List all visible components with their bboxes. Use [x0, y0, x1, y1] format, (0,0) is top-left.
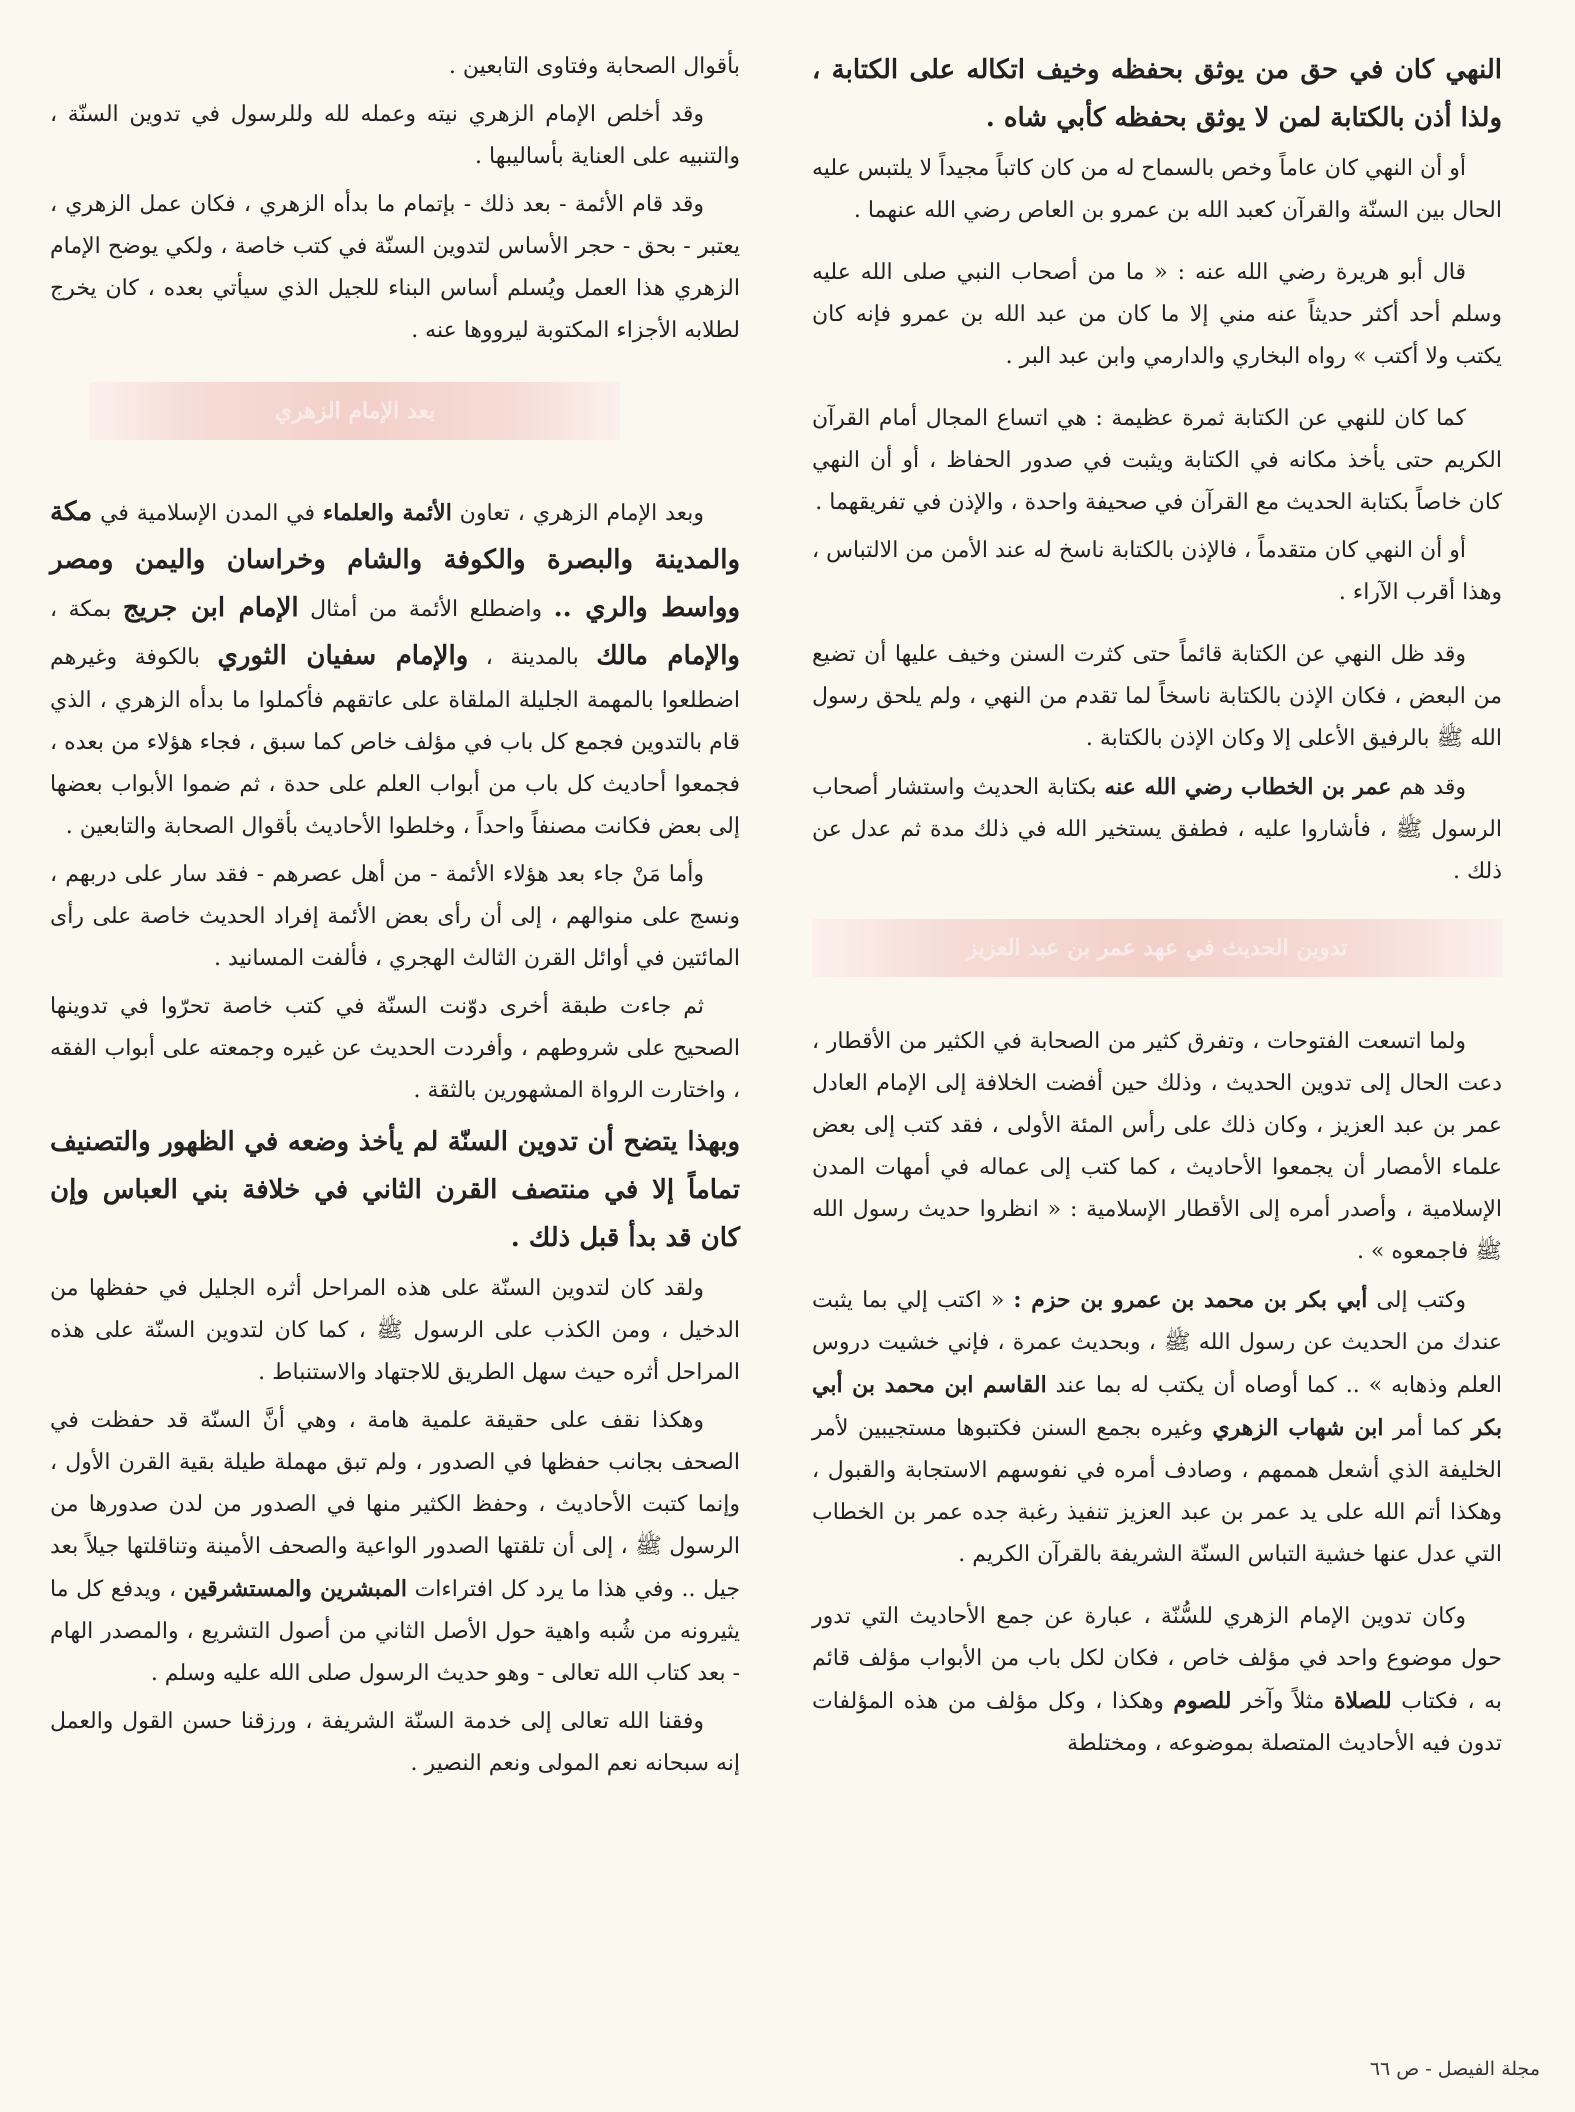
paragraph: وكتب إلى أبي بكر بن محمد بن عمرو بن حزم : « اكتب إلي بما يثبت عندك من الحديث عن رسول الله ﷺ ، وبحديث عمرة ، فإني خشيت دروس العلم وذهابه » .. كما أوصاه أن يكتب له بما عند القاسم ابن محمد بن أبي بكر كما أمر ابن شهاب الزهري وغيره بجمع السنن فكتبوها مستجيبين لأمر الخليفة الذي أشعل هممهم ، وصادف أمره في نفوسهم الاستجابة والقبول ، وهكذا أتم الله على يد عمر بن عبد العزيز تنفيذ رغبة جده عمر بن الخطاب التي عدل عنها خشية التباس السنّة الشريفة بالقرآن الكريم . [812, 1287, 1503, 1567]
paragraph: وفقنا الله تعالى إلى خدمة السنّة الشريفة ، ورزقنا حسن القول والعمل إنه سبحانه نعم المولى ونعم النصير . [50, 1709, 740, 1776]
paragraph: النهي كان في حق من يوثق بحفظه وخيف اتكاله على الكتابة ، ولذا أذن بالكتابة لمن لا يوثق بحفظه كأبي شاه . [812, 55, 1502, 133]
paragraph: وكان تدوين الإمام الزهري للسُّنّة ، عبارة عن جمع الأحاديث التي تدور حول موضوع واحد في مؤلف خاص ، فكان لكل باب من الأبواب مؤلف قائم به ، فكتاب للصلاة مثلاً وآخر للصوم وهكذا ، وكل مؤلف من هذه المؤلفات تدون فيه الأحاديث المتصلة بموضوعه ، ومختلطة [812, 1604, 1503, 1756]
paragraph: ولما اتسعت الفتوحات ، وتفرق كثير من الصحابة في الكثير من الأقطار ، دعت الحال إلى تدوين الحديث ، وذلك حين أفضت الخلافة إلى الإمام العادل عمر بن عبد العزيز ، وكان ذلك على رأس المئة الأولى ، فقد كتب إلى بعض علماء الأمصار أن يجمعوا الأحاديث ، كما كتب إلى عماله في أمهات المدن الإسلامية ، وأصدر أمره إلى الأقطار الإسلامية : « انظروا حديث رسول الله ﷺ فاجمعوه » . [812, 1029, 1502, 1264]
highlight-name: القاسم ابن محمد بن أبي بكر [812, 1372, 1503, 1441]
highlight-cities: مكة والمدينة والبصرة والكوفة والشام وخراسان واليمن ومصر وواسط والري .. [50, 497, 741, 623]
paragraph: وبعد الإمام الزهري ، تعاون الأئمة والعلماء في المدن الإسلامية في مكة والمدينة والبصرة والكوفة والشام وخراسان واليمن ومصر وواسط والري .. واضطلع الأئمة من أمثال الإمام ابن جريج بمكة ، والإمام مالك بالمدينة ، والإمام سفيان الثوري بالكوفة وغيرهم اضطلعوا بالمهمة الجليلة الملقاة على عاتقهم فأكملوا ما بدأه الزهري ، الذي قام بالتدوين فجمع كل باب في مؤلف خاص كما سبق ، فجاء هؤلاء من بعده ، فجمعوا أحاديث كل باب من أبواب العلم على حدة ، ثم ضموا الأبواب بعضها إلى بعض فكانت مصنفاً واحداً ، وخلطوا الأحاديث بأقوال الصحابة والتابعين . [50, 497, 741, 839]
paragraph: ولقد كان لتدوين السنّة على هذه المراحل أثره الجليل في حفظها من الدخيل ، ومن الكذب على الرسول ﷺ ، كما كان لتدوين السنّة على هذه المراحل أثره حيث سهل الطريق للاجتهاد والاستنباط . [50, 1276, 740, 1385]
highlight-name: الإمام ابن جريج [122, 593, 299, 623]
highlight-name: والإمام مالك [596, 641, 740, 671]
highlight-term: المبشرين والمستشرقين [183, 1576, 407, 1602]
key-conclusion: وبهذا يتضح أن تدوين السنّة لم يأخذ وضعه في الظهور والتصنيف تماماً إلا في منتصف القرن الثاني في خلافة بني العباس وإن كان قد بدأ قبل ذلك . [50, 1127, 740, 1253]
paragraph: وهكذا نقف على حقيقة علمية هامة ، وهي أنَّ السنّة قد حفظت في الصحف بجانب حفظها في الصدور ، ولم تبق مهملة طيلة بقية القرن الأول ، وإنما كتبت الأحاديث ، وحفظ الكثير منها في الصدور من لدن صدورها من الرسول ﷺ ، إلى أن تلقتها الصدور الواعية والصحف الأمينة وتناقلتها جيلاً بعد جيل .. وفي هذا ما يرد كل افتراءات المبشرين والمستشرقين ، ويدفع كل ما يثيرونه من شُبه واهية حول الأصل الثاني من أصول التشريع ، والمصدر الهام - بعد كتاب الله تعالى - وهو حديث الرسول صلى الله عليه وسلم . [50, 1408, 741, 1686]
section-heading-banner: بعد الإمام الزهري [90, 382, 620, 440]
section-heading-banner: تدوين الحديث في عهد عمر بن عبد العزيز [812, 919, 1502, 977]
paragraph: وقد ظل النهي عن الكتابة قائماً حتى كثرت السنن وخيف عليها أن تضيع من البعض ، فكان الإذن بالكتابة ناسخاً لما تقدم من النهي ، ولم يلحق رسول الله ﷺ بالرفيق الأعلى إلا وكان الإذن بالكتابة . [812, 642, 1502, 751]
paragraph: أو أن النهي كان متقدماً ، فالإذن بالكتابة ناسخ له عند الأمن من الالتباس ، وهذا أقرب الآراء . [812, 538, 1502, 605]
right-column [812, 46, 1502, 1771]
highlight-name: أبي بكر بن محمد بن عمرو بن حزم : [1013, 1287, 1368, 1313]
left-column [50, 46, 740, 1791]
paragraph: وقد هم عمر بن الخطاب رضي الله عنه بكتابة الحديث واستشار أصحاب الرسول ﷺ ، فأشاروا عليه ، فطفق يستخير الله في ذلك مدة ثم عدل عن ذلك . [812, 774, 1502, 884]
paragraph: كما كان للنهي عن الكتابة ثمرة عظيمة : هي اتساع المجال أمام القرآن الكريم حتى يأخذ مكانه في الكتابة ويثبت في صدور الحفاظ ، أو أن النهي كان خاصاً بكتابة الحديث مع القرآن في صحيفة واحدة ، والإذن في تفريقهما . [812, 406, 1502, 515]
paragraph: أو أن النهي كان عاماً وخص بالسماح له من كان كاتباً مجيداً لا يلتبس عليه الحال بين السنّة والقرآن كعبد الله بن عمرو بن العاص رضي الله عنهما . [812, 156, 1502, 223]
highlight-name: عمر بن الخطاب رضي الله عنه [1104, 774, 1392, 800]
paragraph: بأقوال الصحابة وفتاوى التابعين . [448, 54, 740, 79]
page-footer: مجلة الفيصل - ص ٦٦ [1369, 2058, 1540, 2080]
paragraph: قال أبو هريرة رضي الله عنه : « ما من أصحاب النبي صلى الله عليه وسلم أحد أكثر حديثاً عنه مني إلا ما كان من عبد الله بن عمرو فإنه كان يكتب ولا أكتب » رواه البخاري والدارمي وابن عبد البر . [812, 260, 1502, 369]
paragraph: وقد قام الأئمة - بعد ذلك - بإتمام ما بدأه الزهري ، فكان عمل الزهري ، يعتبر - بحق - حجر الأساس لتدوين السنّة في كتب خاصة ، ولكي يوضح الإمام الزهري هذا العمل ويُسلم أساس البناء للجيل الذي سيأتي بعده ، كان يخرج لطلابه الأجزاء المكتوبة ليرووها عنه . [50, 192, 740, 343]
paragraph: وقد أخلص الإمام الزهري نيته وعمله لله وللرسول في تدوين السنّة ، والتنبيه على العناية بأساليبها . [50, 102, 740, 169]
paragraph: وأما مَنْ جاء بعد هؤلاء الأئمة - من أهل عصرهم - فقد سار على دربهم ، ونسج على منوالهم ، إلى أن رأى بعض الأئمة إفراد الحديث خاصة على رأى المائتين في أوائل القرن الثالث الهجري ، فألفت المسانيد . [50, 862, 740, 971]
highlight-name: ابن شهاب الزهري [1212, 1415, 1384, 1441]
paragraph: ثم جاءت طبقة أخرى دوّنت السنّة في كتب خاصة تحرّوا في تدوينها الصحيح على شروطهم ، وأفردت الحديث عن غيره وجمعته على أبواب الفقه ، واختارت الرواة المشهورين بالثقة . [50, 994, 740, 1103]
highlight-name: والإمام سفيان الثوري [217, 641, 469, 671]
